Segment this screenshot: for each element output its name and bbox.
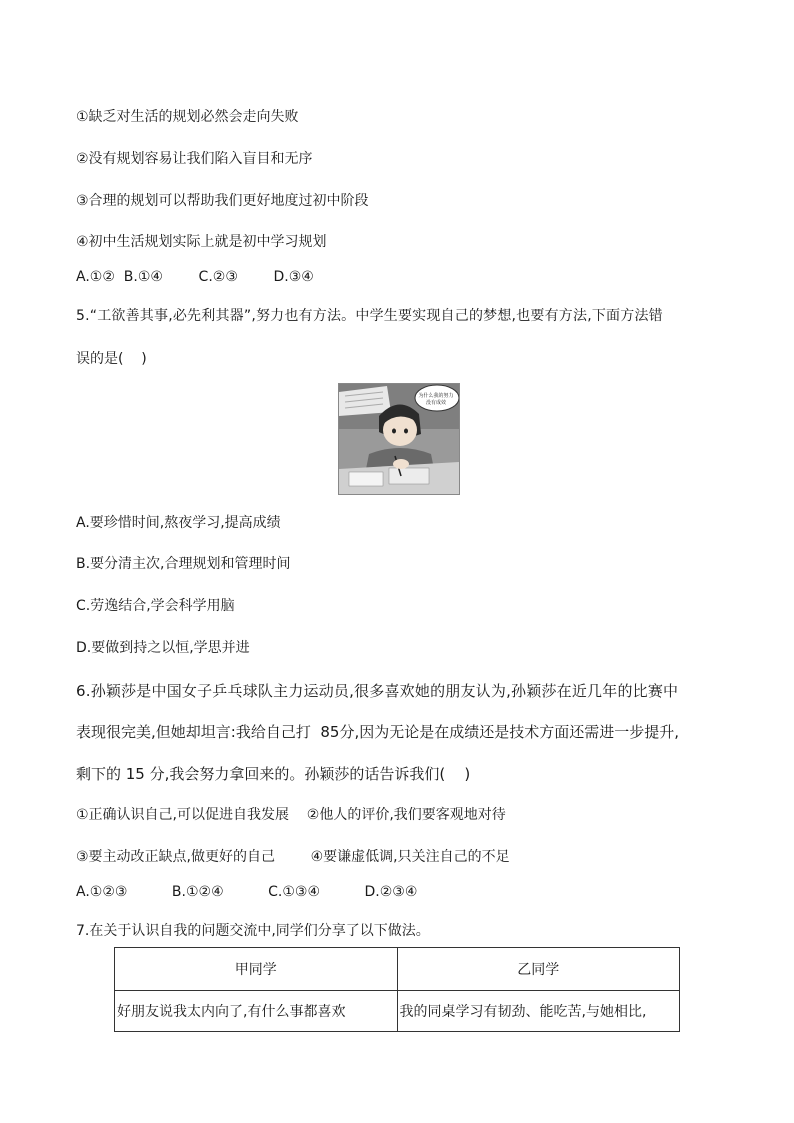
q5-option-a: A.要珍惜时间,熬夜学习,提高成绩 [76, 515, 281, 531]
q5-stem-line-1: 5.“工欲善其事,必先利其器”,努力也有方法。中学生要实现自己的梦想,也要有方法,下面方法错 [76, 308, 663, 324]
q7-comparison-table [114, 947, 680, 1032]
table-header-yi: 乙同学 [397, 948, 680, 991]
speech-bubble-text: 为什么我的努力没有成效 [418, 393, 454, 406]
q4-choices: A.①② B.①④ C.②③ D.③④ [76, 269, 314, 285]
q5-option-b: B.要分清主次,合理规划和管理时间 [76, 556, 291, 572]
q4-option-3: ③合理的规划可以帮助我们更好地度过初中阶段 [76, 193, 369, 209]
table-cell-yi: 我的同桌学习有韧劲、能吃苦,与她相比, [397, 991, 680, 1032]
q5-option-d: D.要做到持之以恒,学思并进 [76, 640, 250, 656]
table-cell-jia: 好朋友说我太内向了,有什么事都喜欢 [115, 991, 398, 1032]
q6-items-3-4: ③要主动改正缺点,做更好的自己 ④要谦虚低调,只关注自己的不足 [76, 849, 510, 865]
q5-stem-line-2: 误的是( ) [76, 351, 147, 367]
table-header-jia: 甲同学 [115, 948, 398, 991]
q4-option-1: ①缺乏对生活的规划必然会走向失败 [76, 109, 299, 125]
q6-stem-line-1: 6.孙颖莎是中国女子乒乓球队主力运动员,很多喜欢她的朋友认为,孙颖莎在近几年的比赛中 [76, 682, 679, 700]
q6-choices: A.①②③ B.①②④ C.①③④ D.②③④ [76, 884, 418, 900]
q5-option-c: C.劳逸结合,学会科学用脑 [76, 598, 235, 614]
q4-option-2: ②没有规划容易让我们陷入盲目和无序 [76, 151, 313, 167]
table-header-row [115, 948, 680, 991]
table-row [115, 991, 680, 1032]
q6-stem-line-3: 剩下的 15 分,我会努力拿回来的。孙颖莎的话告诉我们( ) [76, 765, 471, 783]
q4-option-4: ④初中生活规划实际上就是初中学习规划 [76, 234, 327, 250]
q7-stem: 7.在关于认识自我的问题交流中,同学们分享了以下做法。 [76, 923, 430, 939]
q6-stem-line-2: 表现很完美,但她却坦言:我给自己打 85分,因为无论是在成绩还是技术方面还需进一步提升, [76, 723, 679, 741]
q6-items-1-2: ①正确认识自己,可以促进自我发展 ②他人的评价,我们要客观地对待 [76, 807, 506, 823]
